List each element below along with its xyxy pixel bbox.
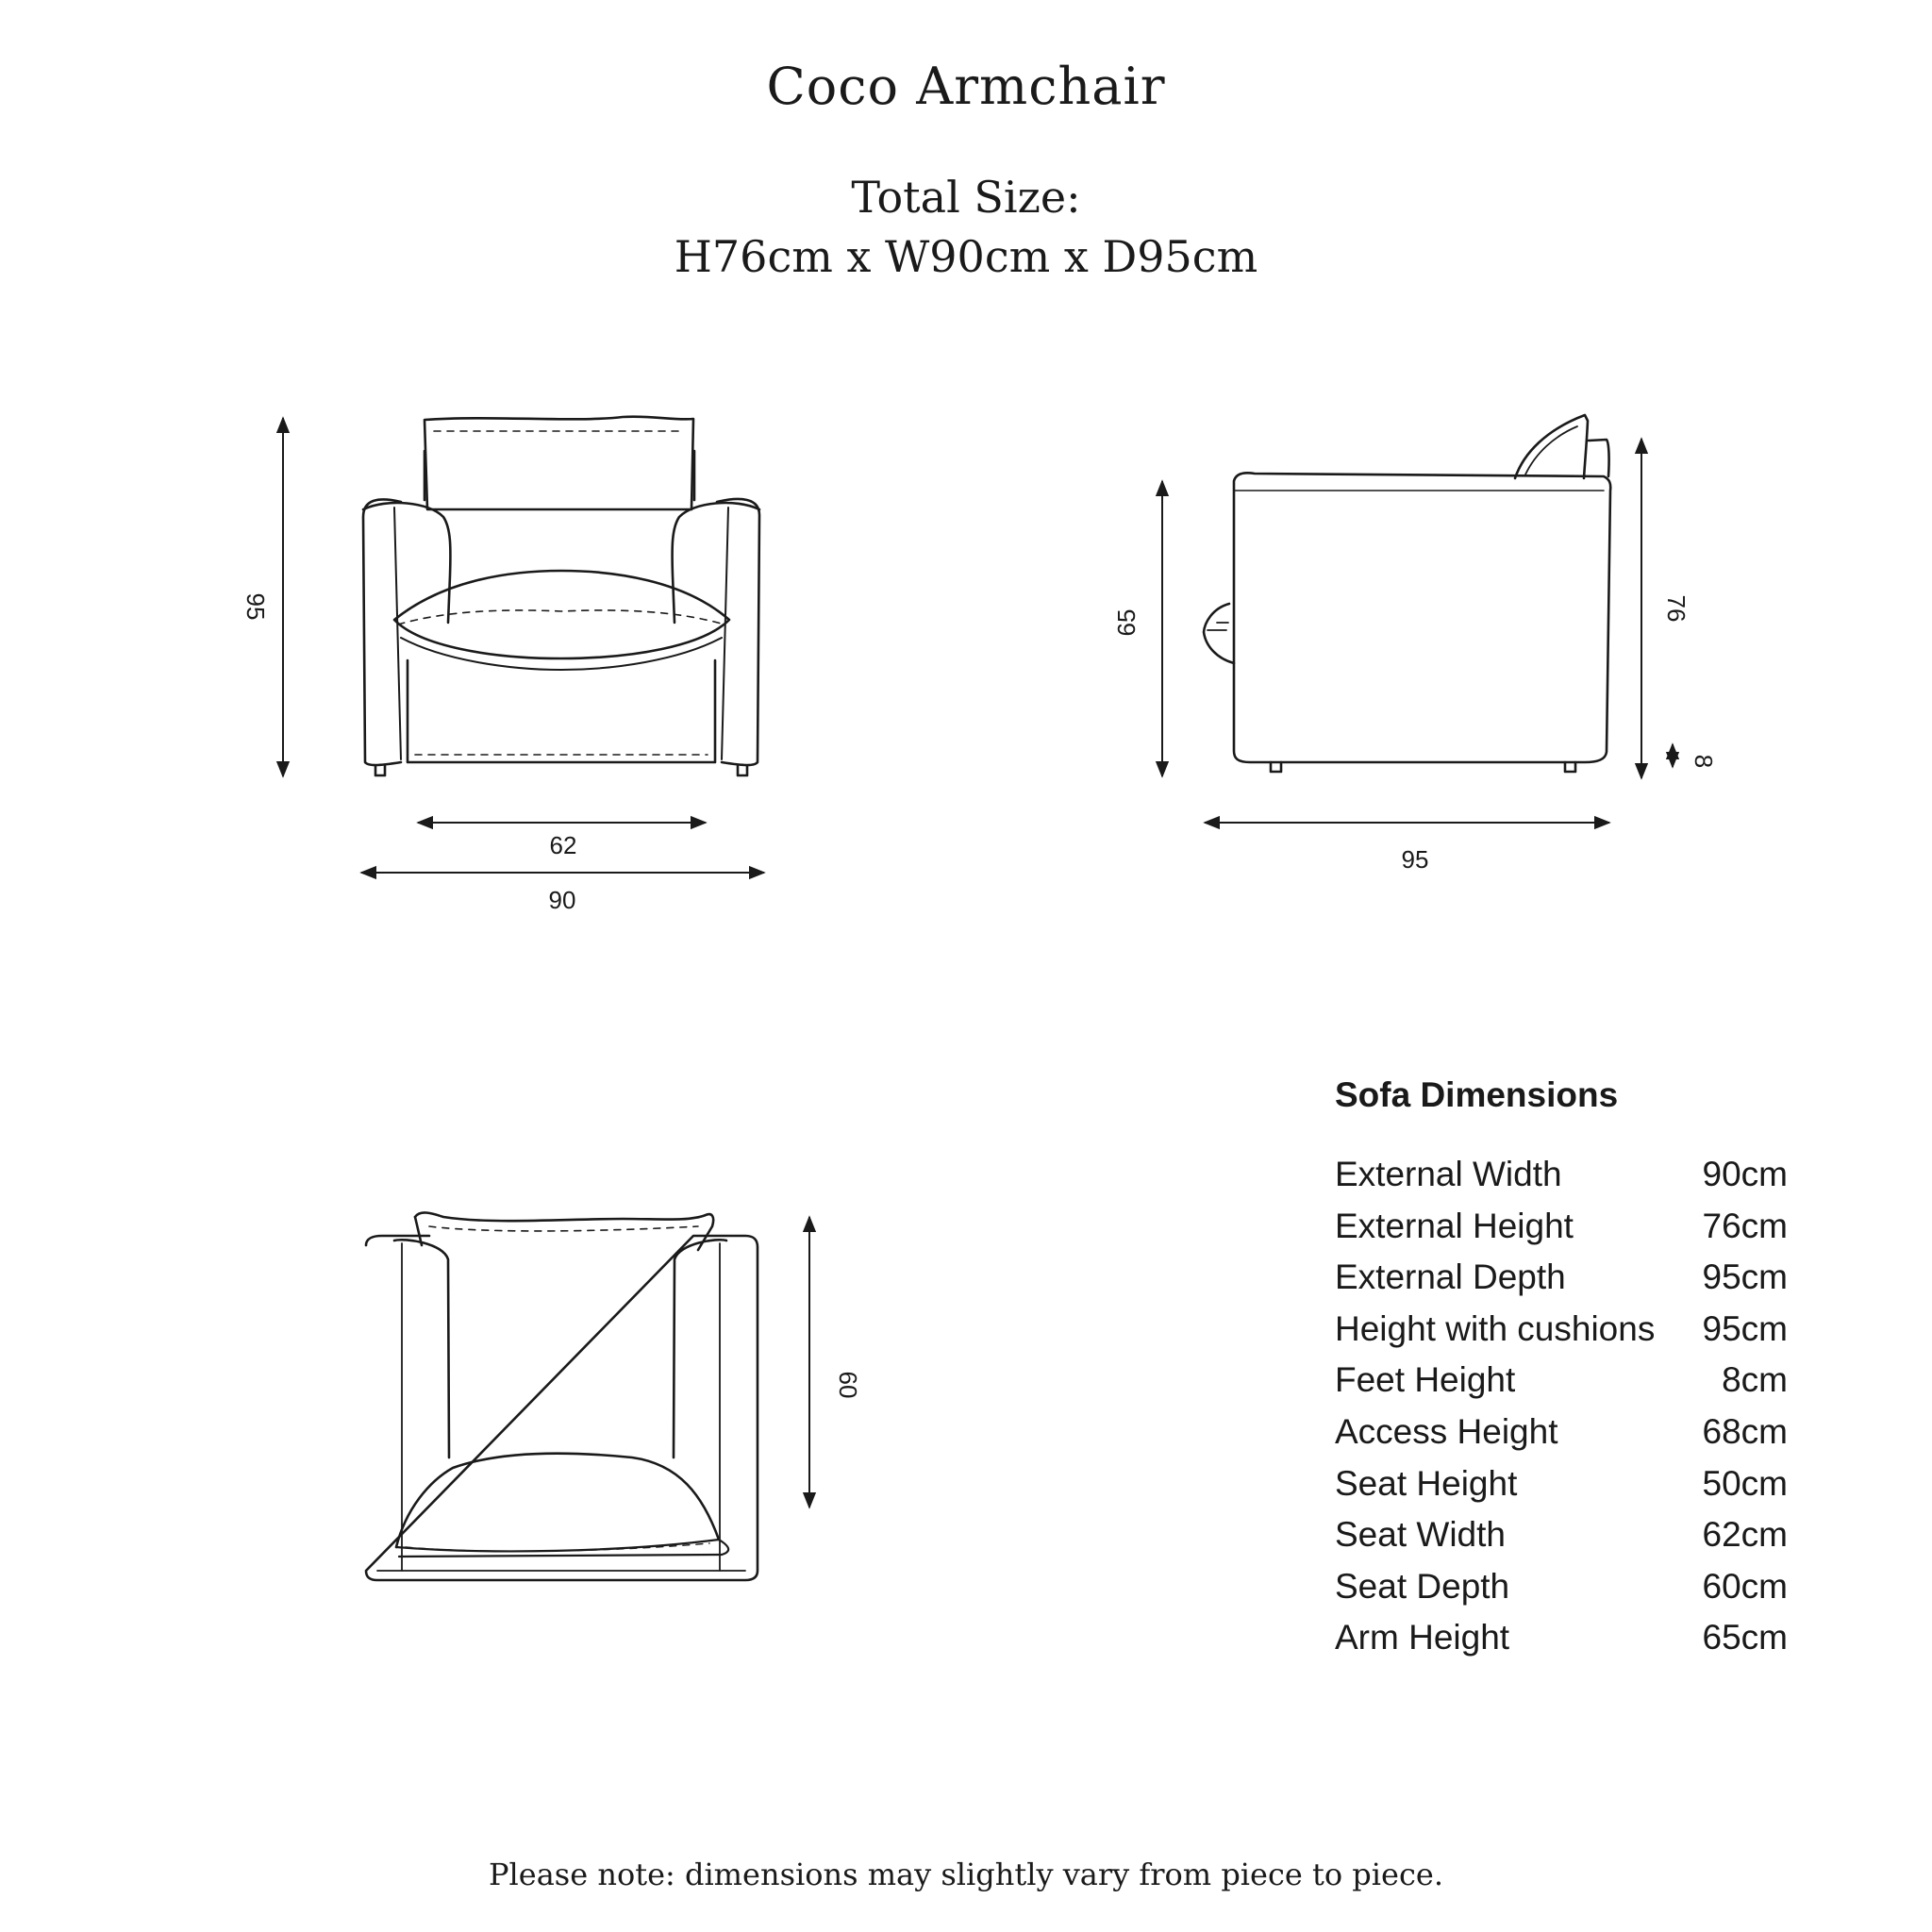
side-arm-height-label: 65 — [1112, 608, 1141, 637]
spec-row-label: External Depth — [1335, 1257, 1566, 1297]
top-view-drawing — [366, 1212, 758, 1580]
spec-row — [1335, 1509, 1788, 1561]
spec-row-value: 65cm — [1702, 1618, 1788, 1657]
spec-row — [1335, 1407, 1788, 1458]
spec-row-label: Feet Height — [1335, 1360, 1516, 1400]
spec-row-value: 90cm — [1702, 1155, 1788, 1193]
front-height-label: 95 — [242, 592, 270, 621]
side-body — [1234, 473, 1610, 762]
spec-row-label: Height with cushions — [1335, 1308, 1656, 1348]
spec-table-title: Sofa Dimensions — [1335, 1075, 1619, 1114]
footer-note: Please note: dimensions may slightly vary from piece to piece. — [489, 1857, 1443, 1892]
spec-row-value: 62cm — [1702, 1515, 1788, 1555]
spec-row-value: 68cm — [1702, 1411, 1788, 1451]
spec-row — [1335, 1304, 1788, 1356]
side-depth-label: 95 — [1401, 845, 1429, 874]
spec-row-label: External Height — [1335, 1206, 1574, 1245]
spec-row-label: Seat Width — [1335, 1515, 1506, 1555]
spec-row — [1335, 1201, 1788, 1253]
spec-row-value: 60cm — [1702, 1566, 1788, 1606]
spec-row — [1335, 1355, 1788, 1407]
spec-row-label: Access Height — [1335, 1411, 1558, 1451]
spec-row-value: 50cm — [1702, 1463, 1788, 1503]
spec-row-label: Seat Height — [1335, 1463, 1518, 1503]
front-view-drawing — [363, 417, 759, 775]
top-seat-cushion — [396, 1454, 719, 1547]
spec-row — [1335, 1561, 1788, 1613]
total-size-label: Total Size: — [851, 172, 1081, 223]
spec-row-label: Arm Height — [1335, 1618, 1510, 1657]
spec-row-value: 76cm — [1702, 1206, 1788, 1245]
spec-table — [1335, 1075, 1788, 1664]
spec-row-value: 8cm — [1722, 1360, 1788, 1400]
front-seat-width-label: 62 — [549, 831, 577, 859]
spec-row-label: Seat Depth — [1335, 1566, 1510, 1606]
side-feet-label: 8 — [1690, 754, 1718, 769]
top-seat-depth-label: 60 — [834, 1371, 862, 1399]
total-size-value: H76cm x W90cm x D95cm — [674, 231, 1258, 282]
side-back-pillow — [1515, 415, 1588, 478]
spec-row — [1335, 1149, 1788, 1201]
spec-row — [1335, 1458, 1788, 1510]
spec-row-value: 95cm — [1702, 1257, 1788, 1297]
side-seat-cushion — [1204, 604, 1234, 663]
side-dimension-lines — [1162, 439, 1673, 823]
top-frame — [366, 1236, 758, 1580]
side-height-label: 76 — [1662, 594, 1690, 623]
spec-row — [1335, 1612, 1788, 1664]
front-width-label: 90 — [548, 886, 576, 914]
page-title: Coco Armchair — [766, 57, 1166, 116]
side-view-drawing — [1204, 415, 1610, 772]
spec-row — [1335, 1252, 1788, 1304]
spec-row-value: 95cm — [1702, 1308, 1788, 1348]
spec-row-label: External Width — [1335, 1155, 1562, 1193]
